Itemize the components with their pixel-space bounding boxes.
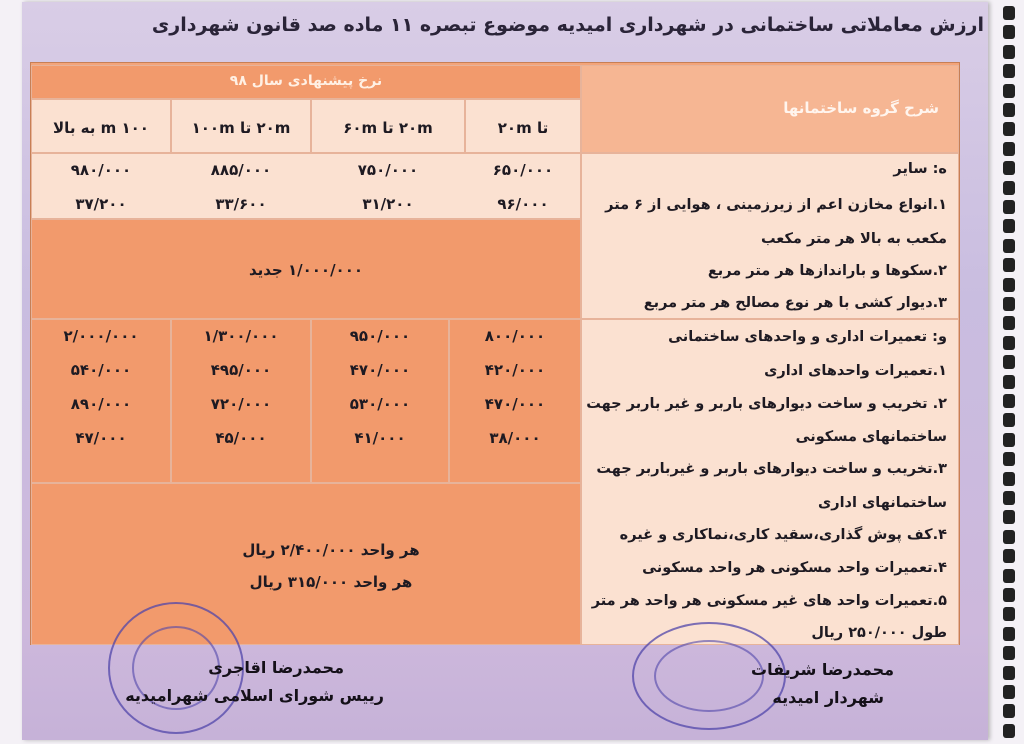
value-cell: ۴۲۰/۰۰۰ xyxy=(484,361,546,379)
binding-hole xyxy=(1003,685,1015,699)
value-cell: ۴۷۰/۰۰۰ xyxy=(484,395,546,413)
value-cell: ۷۵۰/۰۰۰ xyxy=(357,161,419,179)
binding-hole xyxy=(1003,627,1015,641)
section-v-unit-block xyxy=(31,483,581,645)
value-cell: ۴۱/۰۰۰ xyxy=(354,429,406,447)
binding-hole xyxy=(1003,452,1015,466)
binding-hole xyxy=(1003,472,1015,486)
binding-hole xyxy=(1003,25,1015,39)
value-cell: ۹۵۰/۰۰۰ xyxy=(349,327,411,345)
row-label: طول ۲۵۰/۰۰۰ ریال xyxy=(811,625,947,641)
row-label: ۱.تعمیرات واحدهای اداری xyxy=(764,363,947,379)
binding-hole xyxy=(1003,336,1015,350)
binding-hole xyxy=(1003,103,1015,117)
binding-hole xyxy=(1003,413,1015,427)
rate-header: نرخ پیشنهادی سال ۹۸ xyxy=(229,73,383,89)
value-cell: ۷۲۰/۰۰۰ xyxy=(210,395,272,413)
row-label: ۵.تعمیرات واحد های غیر مسکونی هر واحد هر متر xyxy=(591,593,947,609)
binding-hole xyxy=(1003,510,1015,524)
binding-hole xyxy=(1003,142,1015,156)
value-cell: ۱/۳۰۰/۰۰۰ xyxy=(203,327,279,345)
value-cell: ۵۴۰/۰۰۰ xyxy=(70,361,132,379)
column-header: ۱۰۰ m به بالا xyxy=(53,119,149,137)
row-label: ۳.تخریب و ساخت دیوارهای باربر و غیرباربر جهت xyxy=(596,461,947,477)
binding-hole xyxy=(1003,355,1015,369)
binding-hole xyxy=(1003,84,1015,98)
value-cell: ۲/۰۰۰/۰۰۰ xyxy=(63,327,139,345)
binding-hole xyxy=(1003,704,1015,718)
value-cell: ۹۸۰/۰۰۰ xyxy=(70,161,132,179)
binding-hole xyxy=(1003,569,1015,583)
value-cell: ۶۵۰/۰۰۰ xyxy=(492,161,554,179)
row-label: ه: سایر xyxy=(893,161,947,177)
binding-hole xyxy=(1003,394,1015,408)
row-label: ساختمانهای اداری xyxy=(817,495,947,511)
binding-hole xyxy=(1003,64,1015,78)
binding-hole xyxy=(1003,316,1015,330)
column-header: ۲۰m تا ۶۰m xyxy=(343,119,433,137)
row-label: ۴.تعمیرات واحد مسکونی هر واحد مسکونی xyxy=(642,560,947,576)
binding-hole xyxy=(1003,278,1015,292)
value-cell: ۴۹۵/۰۰۰ xyxy=(210,361,272,379)
value-cell: ۳۳/۶۰۰ xyxy=(215,195,267,213)
binding-hole xyxy=(1003,607,1015,621)
row-label: و: تعمیرات اداری و واحدهای ساختمانی xyxy=(668,329,947,345)
value-cell: ۴۷۰/۰۰۰ xyxy=(349,361,411,379)
binding-hole xyxy=(1003,45,1015,59)
value-cell: ۳۸/۰۰۰ xyxy=(489,429,541,447)
mayor-name: محمدرضا شریفات xyxy=(751,660,894,679)
column-header: ۲۰m تا ۱۰۰m xyxy=(191,119,291,137)
unit-value: هر واحد ۲/۴۰۰/۰۰۰ ریال xyxy=(242,541,420,559)
row-label: ۴.کف پوش گذاری،سقید کاری،نماکاری و غیره xyxy=(619,527,947,543)
column-header: تا ۲۰m xyxy=(497,119,549,137)
binding-hole xyxy=(1003,122,1015,136)
row-label: ساختمانهای مسکونی xyxy=(795,429,947,445)
page-title: ارزش معاملاتی ساختمانی در شهرداری امیدیه موضوع تبصره ۱۱ ماده صد قانون شهرداری xyxy=(151,14,984,36)
council-title: رییس شورای اسلامی شهرامیدیه xyxy=(125,686,384,705)
binding-hole xyxy=(1003,588,1015,602)
binding-hole xyxy=(1003,549,1015,563)
row-label: ۲. تخریب و ساخت دیوارهای باربر و غیر باربر جهت xyxy=(586,396,947,412)
value-cell: ۴۷/۰۰۰ xyxy=(75,429,127,447)
rates-table xyxy=(30,62,960,645)
council-name: محمدرضا اقاجری xyxy=(208,658,344,677)
binding-hole xyxy=(1003,200,1015,214)
row-label: مکعب به بالا هر متر مکعب xyxy=(760,231,947,247)
binding-hole xyxy=(1003,219,1015,233)
binding-hole xyxy=(1003,666,1015,680)
row-label: ۱.انواع مخازن اعم از زیرزمینی ، هوایی از ۶ متر xyxy=(605,197,947,213)
binding-hole xyxy=(1003,239,1015,253)
value-cell: ۸۰۰/۰۰۰ xyxy=(484,327,546,345)
binding-hole xyxy=(1003,6,1015,20)
value-cell: ۸۹۰/۰۰۰ xyxy=(70,395,132,413)
value-cell: ۸۸۵/۰۰۰ xyxy=(210,161,272,179)
value-cell: ۳۱/۲۰۰ xyxy=(362,195,414,213)
mayor-title: شهردار امیدیه xyxy=(772,688,884,707)
binding-hole xyxy=(1003,258,1015,272)
value-cell: ۳۷/۲۰۰ xyxy=(75,195,127,213)
value-cell: ۹۶/۰۰۰ xyxy=(497,195,549,213)
binding-hole xyxy=(1003,181,1015,195)
binding-hole xyxy=(1003,297,1015,311)
binding-hole xyxy=(1003,375,1015,389)
unit-value: هر واحد ۳۱۵/۰۰۰ ریال xyxy=(249,573,413,591)
row-label: ۳.دیوار کشی با هر نوع مصالح هر متر مربع xyxy=(643,295,947,311)
binding-hole xyxy=(1003,646,1015,660)
merged-value: ۱/۰۰۰/۰۰۰ جدید xyxy=(248,261,364,279)
binding-hole xyxy=(1003,491,1015,505)
binding-hole xyxy=(1003,433,1015,447)
binding-hole xyxy=(1003,161,1015,175)
row-label: ۲.سکوها و باراندازها هر متر مربع xyxy=(707,263,947,279)
spiral-binding xyxy=(1000,0,1018,744)
group-header: شرح گروه ساختمانها xyxy=(783,99,939,117)
binding-hole xyxy=(1003,724,1015,738)
value-cell: ۴۵/۰۰۰ xyxy=(215,429,267,447)
value-cell: ۵۳۰/۰۰۰ xyxy=(349,395,411,413)
binding-hole xyxy=(1003,530,1015,544)
